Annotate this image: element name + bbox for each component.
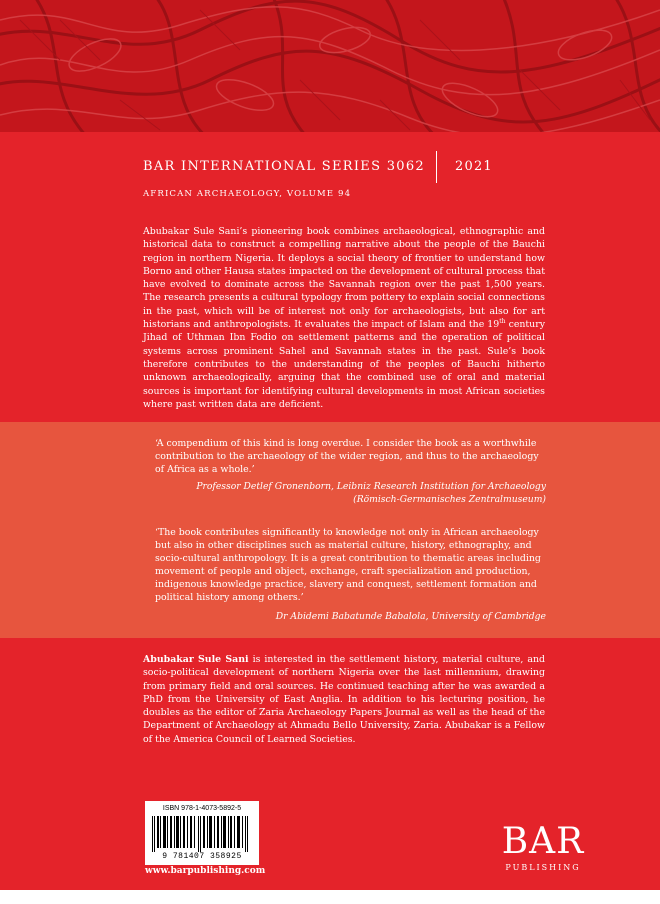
- summary-superscript: th: [499, 317, 506, 325]
- author-bio-text: is interested in the settlement history, material culture, and socio-political development of northern Nigeria over the last millennium, drawing from primary field and oral sources. He continued teaching after he was awarded a PhD from the University of East Anglia. In addition to his lecturing position, he doubles as the editor of Zaria Archaeology Papers Journal as well as the head of the Department of Archaeology at Ahmadu Bello University, Zaria. Abubakar is a Fellow of the America Council of Learned Societies.: [143, 654, 545, 745]
- logo-wordmark: BAR: [501, 821, 585, 862]
- leaf-pattern-icon: [0, 0, 660, 132]
- publisher-website-link[interactable]: www.barpublishing.com: [145, 866, 266, 876]
- series-subtitle: AFRICAN ARCHAEOLOGY, VOLUME 94: [143, 189, 352, 199]
- series-title: BAR INTERNATIONAL SERIES 3062: [143, 159, 425, 174]
- endorsement-quote-1: ‘A compendium of this kind is long overdue. I consider the book as a worthwhile contribution to the archaeology of the wider region, and thus to the archaeology of Africa as a whole.’: [155, 438, 539, 475]
- endorsement-attribution-1: [155, 480, 546, 506]
- summary-text-part1: Abubakar Sule Sani’s pioneering book combines archaeological, ethnographic and historical data to construct a compelling narrative about the people of the Bauchi region in northern Nigeria. It deploys a social theory of frontier to understand how Borno and other Hausa states impacted on the development of cultural process that have evolved to dominate across the Savannah region over the past 1,500 years. The research presents a cultural typology from pottery to explain social connections in the past, which will be of interest not only for archaeologists, but also for art historians and anthropologists. It evaluates the impact of Islam and the 19: [143, 226, 545, 331]
- attribution-1-line-1: Professor Detlef Gronenborn, Leibniz Research Institution for Archaeology: [196, 481, 546, 492]
- isbn-digits: 9 781407 358925: [162, 852, 242, 861]
- isbn-label: ISBN 978-1-4073-5892-5: [162, 805, 242, 812]
- summary-text-part2: century Jihad of Uthman Ibn Fodio on settlement patterns and the operation of political systems across prominent Sahel and Savannah states in the past. Sule’s book therefore contributes to the understanding of the peoples of Bauchi hitherto unknown archaeologically, arguing that the combined use of oral and material sources is important for identifying cultural developments in most African societies where past written data are deficient.: [143, 319, 545, 410]
- author-name: Abubakar Sule Sani: [143, 654, 249, 665]
- bottom-margin: [0, 890, 660, 904]
- book-summary: [143, 225, 545, 411]
- series-divider: [436, 151, 437, 183]
- series-header: [143, 157, 543, 183]
- author-bio: [143, 653, 545, 746]
- logo-subtitle: PUBLISHING: [505, 863, 581, 872]
- bar-publishing-logo: [497, 823, 589, 873]
- attribution-1-line-2: (Römisch-Germanisches Zentralmuseum): [353, 494, 546, 505]
- decorative-pattern-header: [0, 0, 660, 132]
- endorsement-quote-2: ‘The book contributes significantly to knowledge not only in African archaeology but also in other disciplines such as material culture, history, ethnography, and socio-cultural anthropology. It is a great contribution to thematic areas including movement of people and object, exchange, craft specialization and production, indigenous knowledge practice, slavery and conquest, settlement formation and political history among others.’: [155, 527, 541, 603]
- series-year: 2021: [455, 159, 493, 174]
- isbn-barcode: [145, 801, 259, 865]
- barcode-icon: [152, 816, 252, 852]
- endorsement-attribution-2: Dr Abidemi Babatunde Babalola, University of Cambridge: [275, 611, 546, 622]
